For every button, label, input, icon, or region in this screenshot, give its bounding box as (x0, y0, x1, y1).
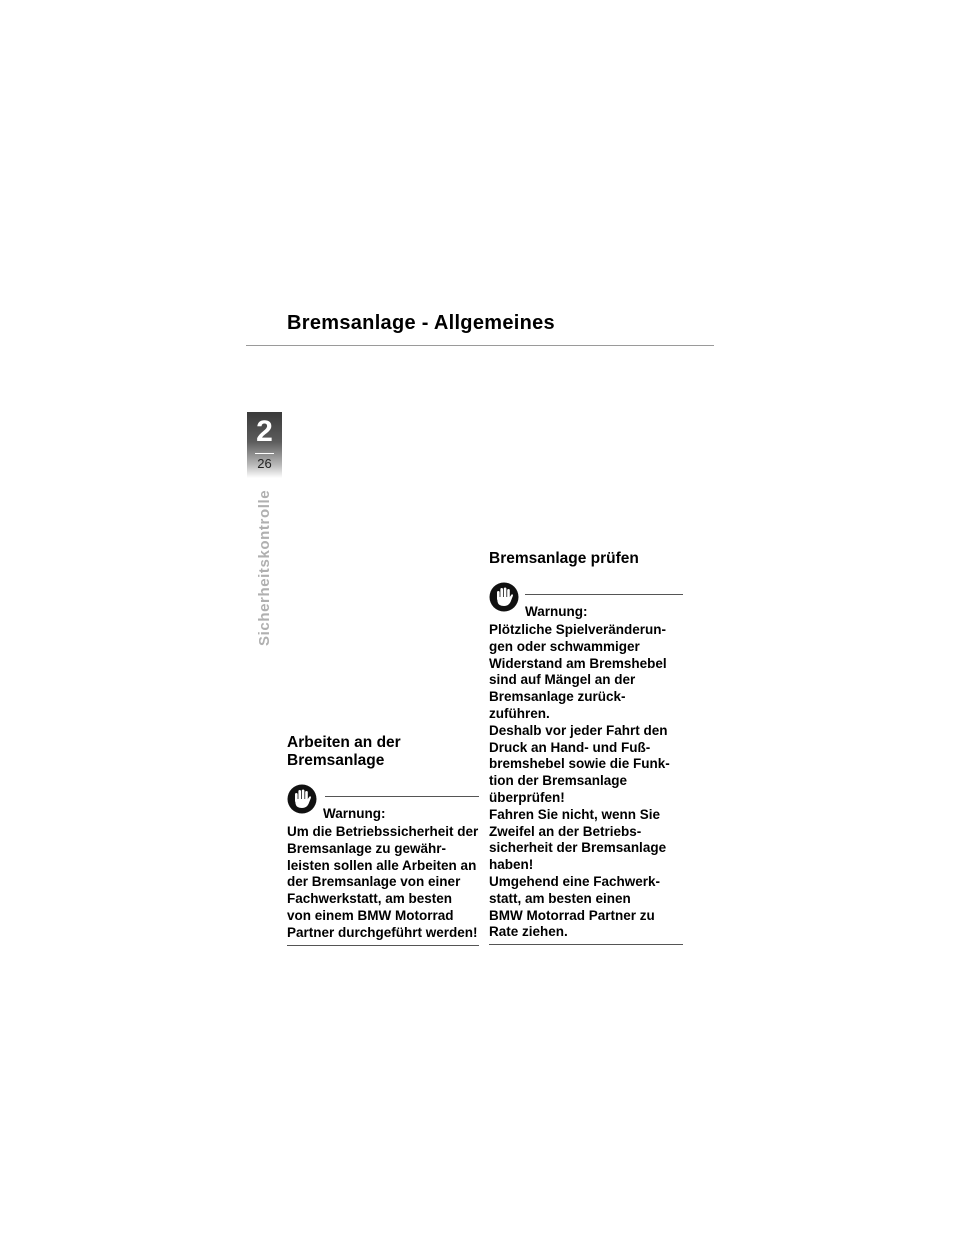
title-divider (246, 345, 714, 346)
warning-divider (325, 796, 479, 797)
chapter-tab (247, 412, 282, 478)
chapter-number: 2 (256, 415, 273, 448)
warning-text: Plötzliche Spielveränderun- gen oder schwammiger Widerstand am Bremshebel sind auf Mängel an der Bremsanlage zurück- zuführen. Deshalb vor jeder Fahrt den Druck an Hand- und Fuß- bremshebel sowie die Funk- tion der Bremsanlage überprüfen! Fahren Sie nicht, wenn Sie Zweifel an der Betriebs- sicherheit der Bremsanlage haben! Umgehend eine Fachwerk- statt, am besten einen BMW Motorrad Partner zu Rate ziehen. (489, 622, 683, 945)
hand-stop-icon (287, 784, 317, 814)
hand-stop-icon (489, 582, 519, 612)
page-number: 26 (257, 456, 272, 471)
warning-divider (525, 594, 683, 595)
warning-header (489, 582, 683, 622)
warning-label: Warnung: (525, 604, 588, 619)
section-heading: Bremsanlage prüfen (489, 550, 639, 567)
warning-header (287, 784, 479, 824)
page-title: Bremsanlage - Allgemeines (287, 312, 555, 334)
brake-check-section (489, 550, 683, 945)
side-section-label: Sicherheitskontrolle (256, 489, 273, 646)
section-heading: Arbeiten an der Bremsanlage (287, 734, 401, 769)
chapter-divider (255, 453, 274, 454)
brake-work-section (287, 734, 479, 946)
warning-label: Warnung: (323, 806, 386, 821)
warning-text: Um die Betriebssicherheit der Bremsanlage zu gewähr- leisten sollen alle Arbeiten an der Bremsanlage von einer Fachwerkstatt, am besten von einem BMW Motorrad Partner durchgeführt werden! (287, 824, 479, 946)
